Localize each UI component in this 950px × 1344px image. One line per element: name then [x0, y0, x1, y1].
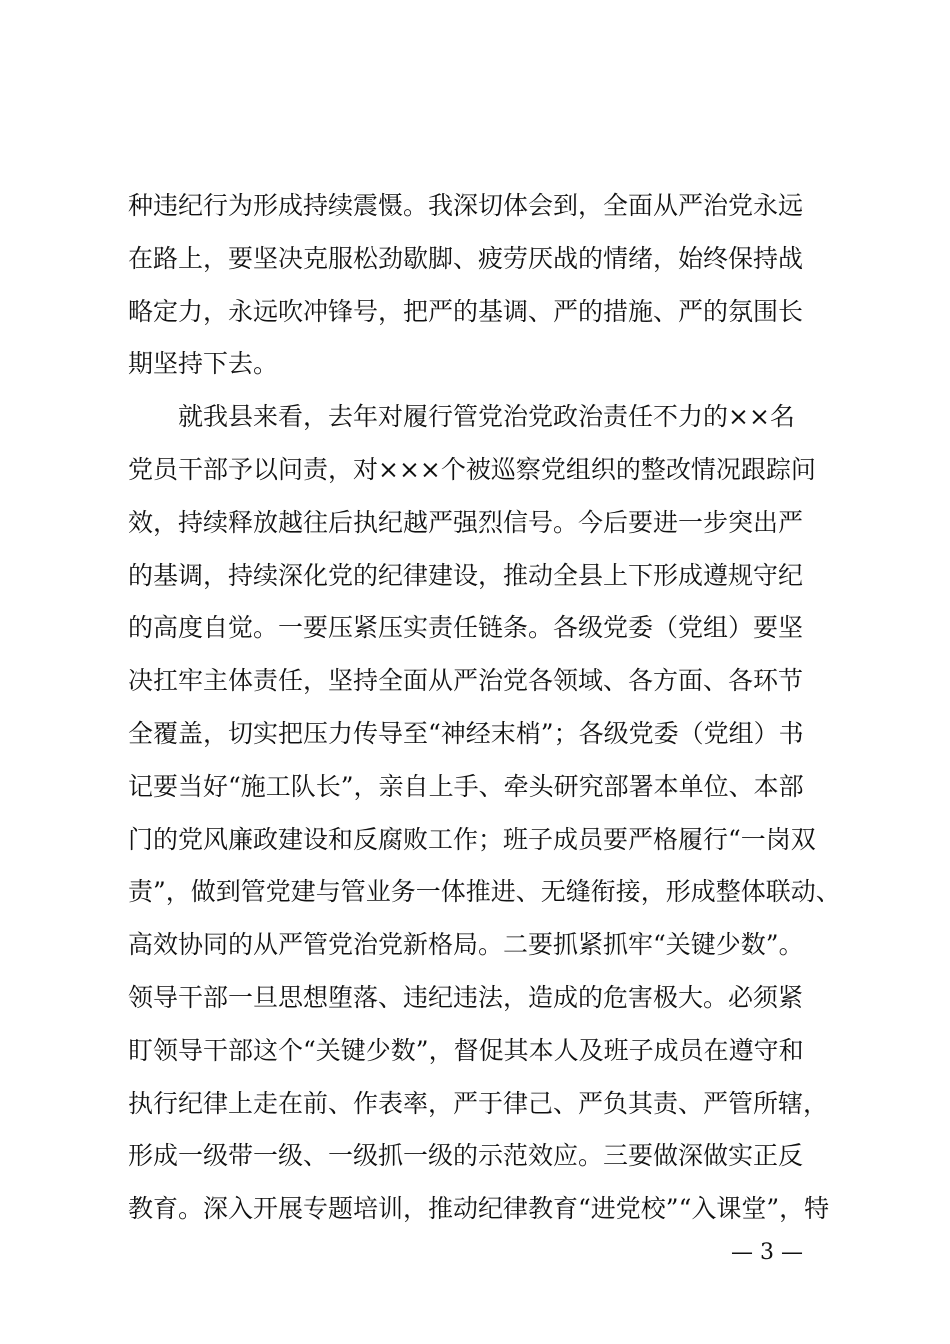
text-line: 责”，做到管党建与管业务一体推进、无缝衔接，形成整体联动、 — [128, 877, 841, 907]
text-line: 盯领导干部这个“关键少数”，督促其本人及班子成员在遵守和 — [128, 1035, 804, 1065]
text-line: 形成一级带一级、一级抓一级的示范效应。三要做深做实正反 — [128, 1141, 804, 1171]
text-line: 记要当好“施工队长”，亲自上手、牵头研究部署本单位、本部 — [128, 771, 804, 801]
text-line: 高效协同的从严管党治党新格局。二要抓紧抓牢“关键少数”。 — [128, 930, 804, 960]
text-line: 期坚持下去。 — [128, 349, 279, 379]
text-line: 教育。深入开展专题培训，推动纪律教育“进党校”“入课堂”，特 — [128, 1194, 830, 1224]
text-line: 党员干部予以问责，对×××个被巡察党组织的整改情况跟踪问 — [128, 454, 816, 484]
text-line: 在路上，要坚决克服松劲歇脚、疲劳厌战的情绪，始终保持战 — [128, 243, 804, 273]
text-line: 领导干部一旦思想堕落、违纪违法，造成的危害极大。必须紧 — [128, 982, 804, 1012]
text-line: 门的党风廉政建设和反腐败工作；班子成员要严格履行“一岗双 — [128, 824, 816, 854]
text-line: 效，持续释放越往后执纪越严强烈信号。今后要进一步突出严 — [128, 507, 804, 537]
body-text — [128, 180, 841, 1236]
text-line: 的高度自觉。一要压紧压实责任链条。各级党委（党组）要坚 — [128, 613, 804, 643]
text-line: 略定力，永远吹冲锋号，把严的基调、严的措施、严的氛围长 — [128, 296, 804, 326]
text-line: 决扛牢主体责任，坚持全面从严治党各领域、各方面、各环节 — [128, 666, 804, 696]
text-line: 的基调，持续深化党的纪律建设，推动全县上下形成遵规守纪 — [128, 560, 804, 590]
text-line: 就我县来看，去年对履行管党治党政治责任不力的××名 — [128, 402, 795, 432]
text-line: 全覆盖，切实把压力传导至“神经末梢”；各级党委（党组）书 — [128, 718, 804, 748]
text-line: 种违纪行为形成持续震慑。我深切体会到，全面从严治党永远 — [128, 191, 804, 220]
text-line: 执行纪律上走在前、作表率，严于律己、严负其责、严管所辖， — [128, 1088, 829, 1118]
page-number: — 3 — — [731, 1240, 803, 1265]
